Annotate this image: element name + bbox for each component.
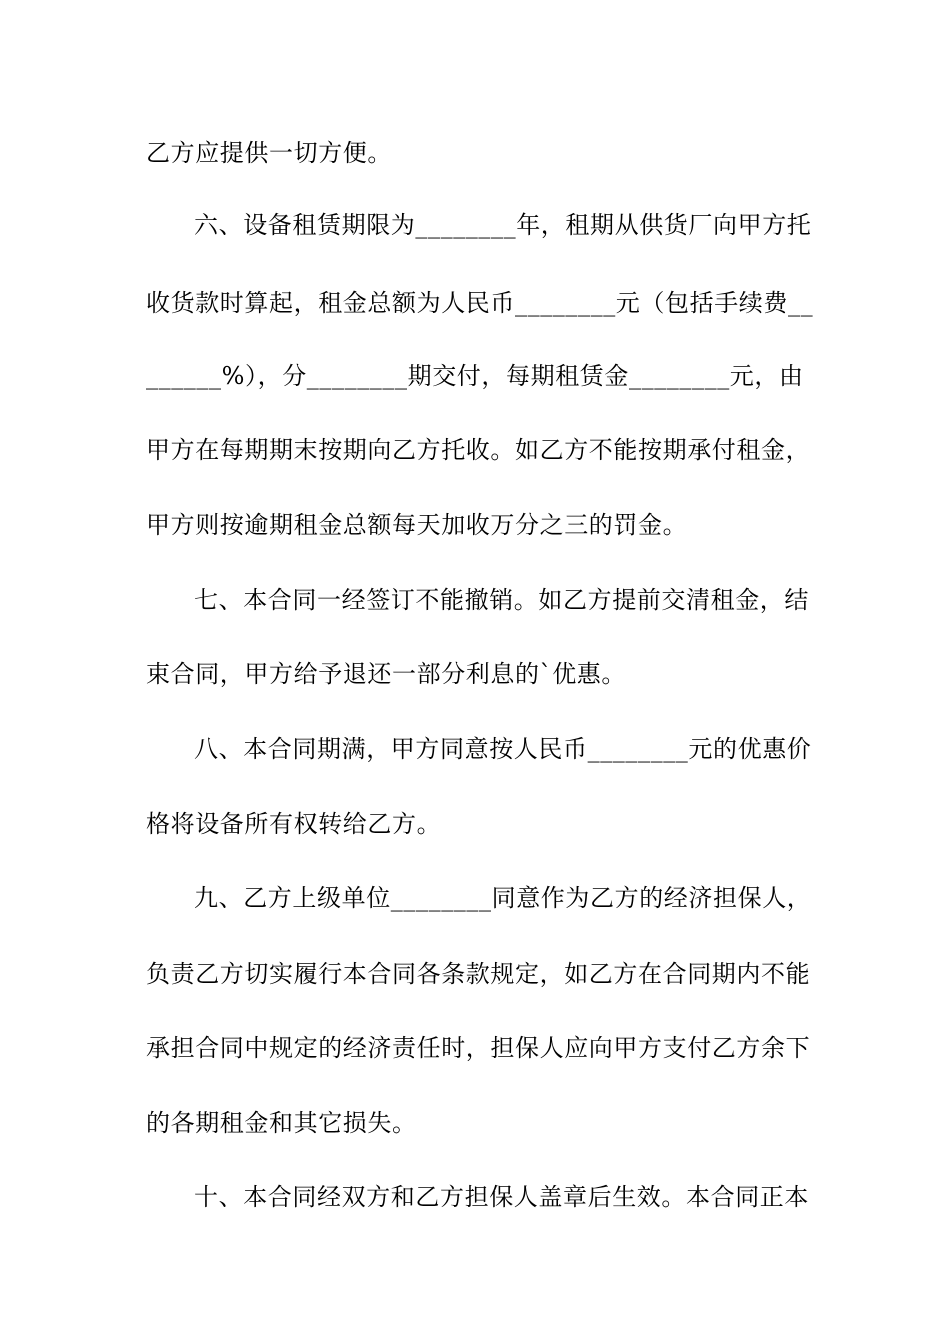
clause-ten-line-1: 十、本合同经双方和乙方担保人盖章后生效。本合同正本 bbox=[194, 1183, 809, 1211]
text-line: ______%），分________期交付，每期租赁金________元，由 bbox=[146, 362, 804, 390]
clause-nine-line-1: 九、乙方上级单位________同意作为乙方的经济担保人， bbox=[194, 884, 812, 912]
text-line: 甲方则按逾期租金总额每天加收万分之三的罚金。 bbox=[146, 511, 688, 539]
text-line: 收货款时算起，租金总额为人民币________元（包括手续费__ bbox=[146, 289, 814, 317]
clause-six-line-1: 六、设备租赁期限为________年，租期从供货厂向甲方托 bbox=[194, 211, 812, 239]
text-line: 甲方在每期期末按期向乙方托收。如乙方不能按期承付租金， bbox=[146, 436, 811, 464]
text-line: 的各期租金和其它损失。 bbox=[146, 1109, 417, 1137]
text-line: 负责乙方切实履行本合同各条款规定，如乙方在合同期内不能 bbox=[146, 960, 811, 988]
text-line: 束合同，甲方给予退还一部分利息的`优惠。 bbox=[146, 660, 626, 688]
clause-seven-line-1: 七、本合同一经签订不能撤销。如乙方提前交清租金，结 bbox=[194, 586, 809, 614]
text-line: 格将设备所有权转给乙方。 bbox=[146, 810, 442, 838]
clause-eight-line-1: 八、本合同期满，甲方同意按人民币________元的优惠价 bbox=[194, 735, 812, 763]
text-line: 乙方应提供一切方便。 bbox=[146, 139, 392, 167]
text-line: 承担合同中规定的经济责任时，担保人应向甲方支付乙方余下 bbox=[146, 1034, 811, 1062]
